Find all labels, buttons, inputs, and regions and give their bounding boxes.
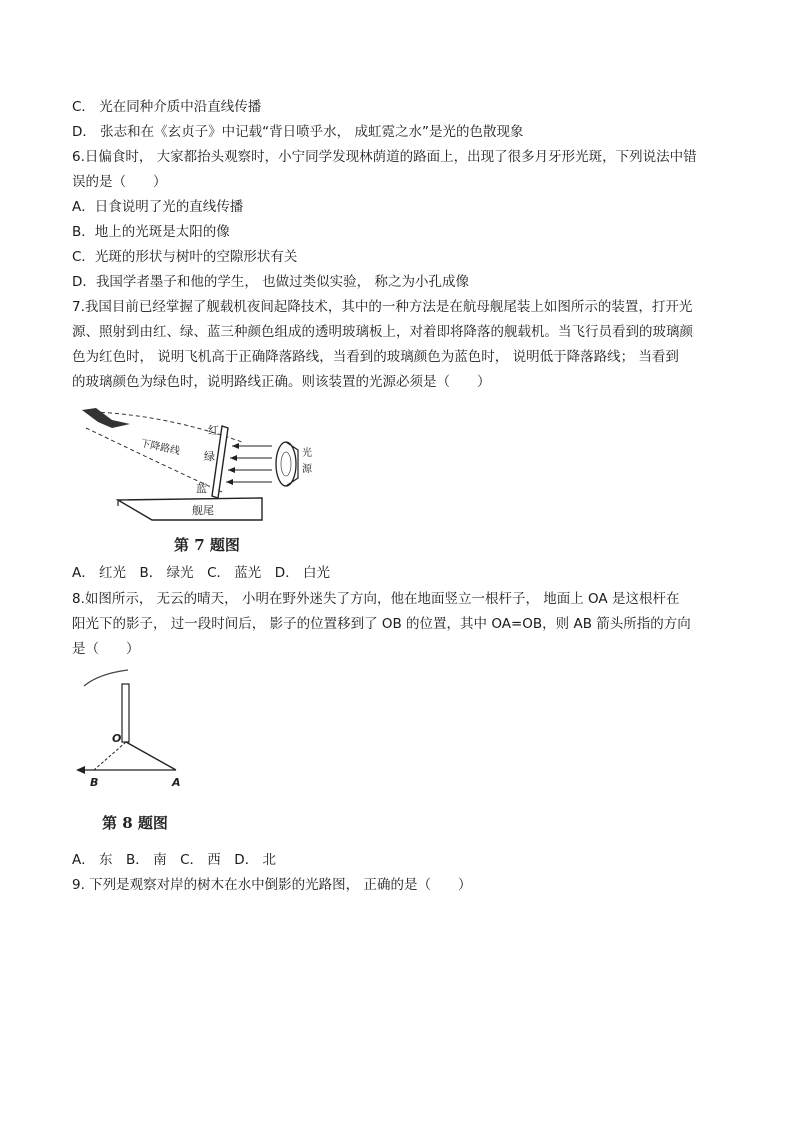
q7-options: A． 红光 B． 绿光 C． 蓝光 D． 白光 (72, 565, 330, 581)
q5-option-c: C． 光在同种介质中沿直线传播 (72, 99, 262, 115)
label-red: 红 (208, 424, 219, 437)
shadow-ob (94, 742, 126, 770)
q9-stem: 9. 下列是观察对岸的树木在水中倒影的光路图， 正确的是（ ） (72, 877, 472, 893)
pole (122, 684, 129, 742)
q8-stem-line-3: 是（ ） (72, 641, 140, 657)
q8-stem-line-2: 阳光下的影子， 过一段时间后， 影子的位置移到了 OB 的位置，其中 OA=OB，则 AB 箭头所指的方向 (72, 616, 691, 632)
label-o: O (112, 732, 122, 745)
figure-8-caption: 第 8 题图 (102, 814, 168, 832)
label-a: A (172, 776, 181, 789)
q6-option-c: C．光斑的形状与树叶的空隙形状有关 (72, 249, 298, 265)
q6-stem-line-1: 6.日偏食时， 大家都抬头观察时，小宁同学发现林荫道的路面上，出现了很多月牙形光斑，下列说法中错 (72, 149, 697, 165)
figure-7-caption: 第 7 题图 (174, 536, 240, 554)
q8-options: A． 东 B． 南 C． 西 D． 北 (72, 852, 276, 868)
label-blue: 蓝 (196, 482, 207, 495)
figure-8-diagram (72, 668, 222, 808)
label-descent-path: 下降路线 (139, 438, 181, 458)
label-green: 绿 (204, 450, 215, 463)
label-light-1: 光 (302, 448, 312, 459)
q7-stem-line-3: 色为红色时， 说明飞机高于正确降落路线，当看到的玻璃颜色为蓝色时， 说明低于降落路线； 当看到 (72, 349, 679, 365)
q8-stem-line-1: 8.如图所示， 无云的晴天， 小明在野外迷失了方向，他在地面竖立一根杆子， 地面上 OA 是这根杆在 (72, 591, 680, 607)
label-stern: 舰尾 (192, 504, 214, 517)
q6-option-b: B．地上的光斑是太阳的像 (72, 224, 230, 240)
q6-stem-line-2: 误的是（ ） (72, 174, 167, 190)
q7-stem-line-4: 的玻璃颜色为绿色时，说明路线正确。则该装置的光源必须是（ ） (72, 374, 491, 390)
q7-stem-line-2: 源、照射到由红、绿、蓝三种颜色组成的透明玻璃板上，对着即将降落的舰载机。当飞行员看到的玻璃颜 (72, 324, 693, 340)
aircraft-icon (82, 408, 130, 428)
label-light-2: 源 (302, 464, 312, 475)
shadow-oa (126, 742, 176, 770)
q7-stem-line-1: 7.我国目前已经掌握了舰载机夜间起降技术，其中的一种方法是在航母舰尾装上如图所示的装置，打开光 (72, 299, 693, 315)
q5-option-d: D． 张志和在《玄贞子》中记载“背日喷乎水， 成虹霓之水”是光的色散现象 (72, 124, 524, 140)
figure-8 (72, 668, 222, 840)
light-source-icon (276, 442, 296, 486)
q6-option-d: D．我国学者墨子和他的学生， 也做过类似实验， 称之为小孔成像 (72, 274, 469, 290)
q6-option-a: A．日食说明了光的直线传播 (72, 199, 244, 215)
figure-7 (72, 402, 342, 558)
figure-7-diagram (72, 402, 342, 532)
label-b: B (90, 776, 99, 789)
ship-stern (118, 498, 262, 520)
